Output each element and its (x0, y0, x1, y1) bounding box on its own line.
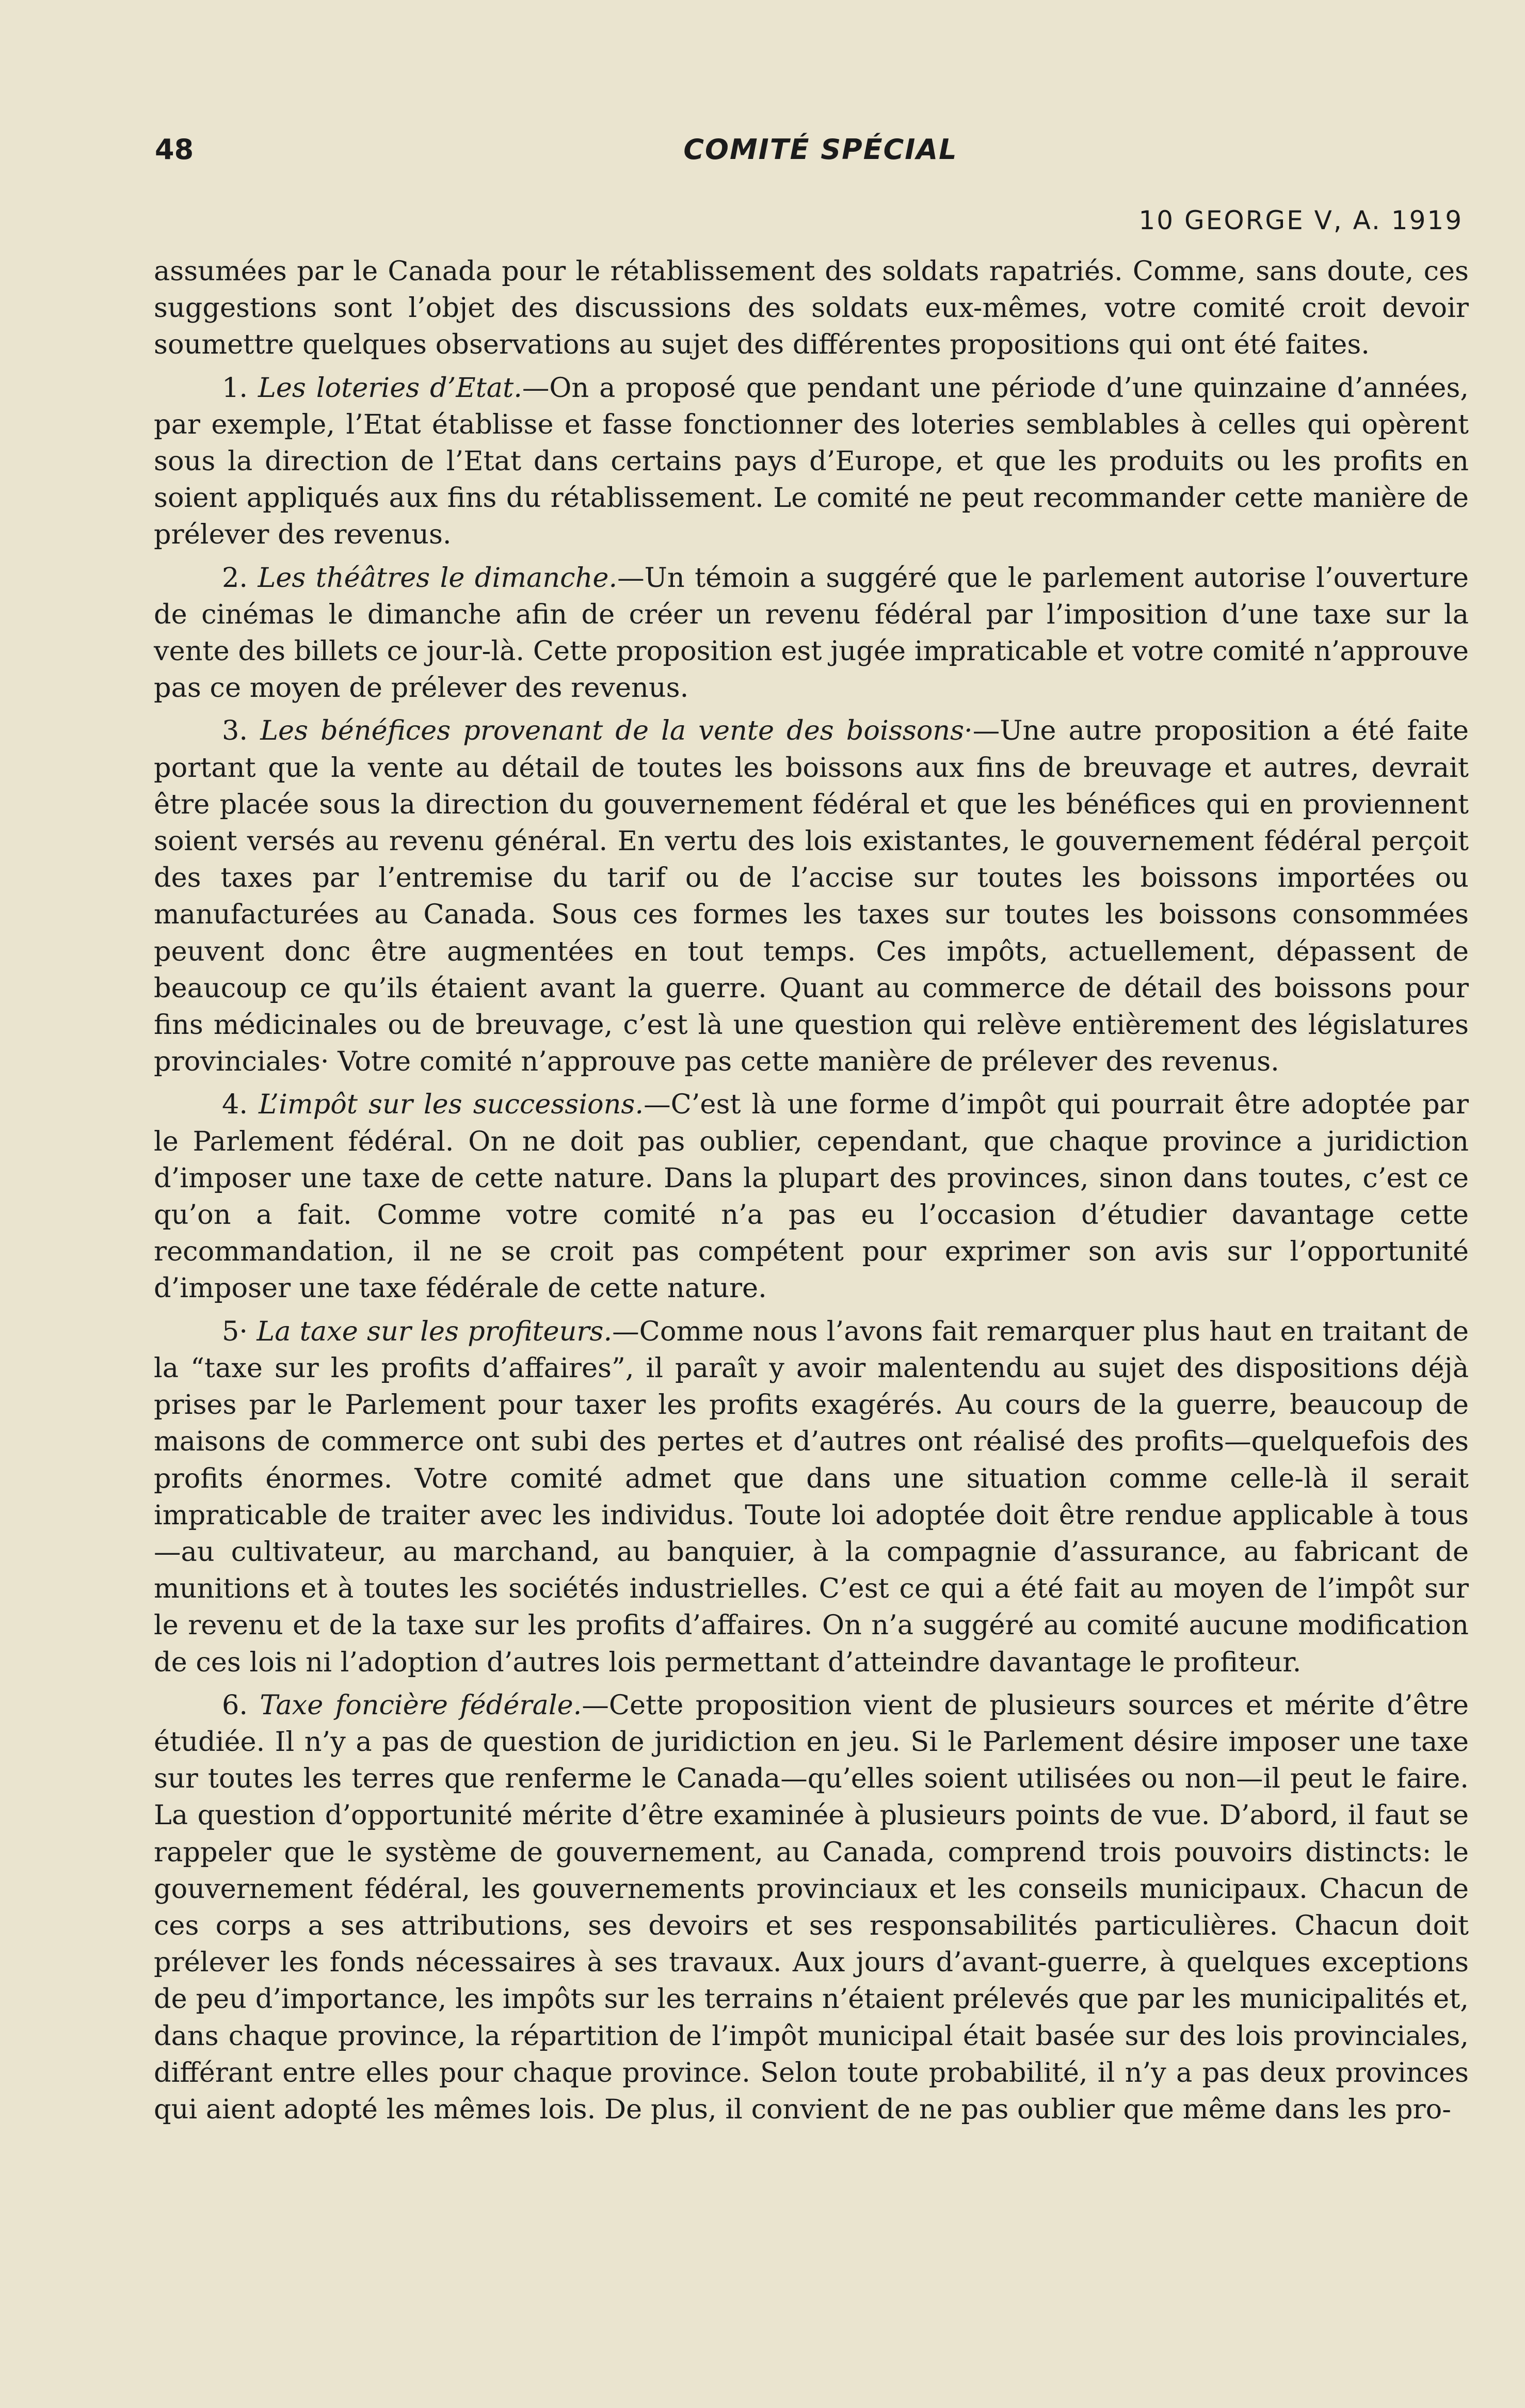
page-number: 48 (155, 133, 194, 166)
item-text: —Un témoin a suggéré que le parlement autorise l’ouverture de cinémas le dimanche afin de créer un revenu fédéral par l’imposition d’une taxe sur la vente des billets ce jour-là. Cette proposition est jugée impraticable et votre comité n’approuve pas ce moyen de prélever des revenus. (154, 562, 1469, 704)
item-paragraph-1 (154, 370, 1469, 553)
item-title: Taxe foncière fédérale. (260, 1689, 582, 1721)
item-title: Les loteries d’Etat. (258, 372, 522, 404)
item-paragraph-3 (154, 712, 1469, 1080)
body-text (154, 253, 1469, 2134)
intro-paragraph: assumées par le Canada pour le rétablissement des soldats rapatriés. Comme, sans doute, ces suggestions sont l’objet des discussions des soldats eux-mêmes, votre comité croit devoir soumettre quelques observations au sujet des différentes propositions qui ont été faites. (154, 256, 1469, 361)
item-title: Les bénéfices provenant de la vente des boissons· (260, 715, 973, 747)
item-paragraph-2 (154, 560, 1469, 707)
item-number: 1. (222, 372, 248, 404)
item-paragraph-6 (154, 1687, 1469, 2128)
item-number: 2. (222, 562, 248, 594)
item-paragraph-5 (154, 1313, 1469, 1681)
running-title: COMITÉ SPÉCIAL (683, 133, 958, 166)
item-text: —C’est là une forme d’impôt qui pourrait être adoptée par le Parlement fédéral. On ne doit pas oublier, cependant, que chaque province a juridiction d’imposer une taxe de cette nature. Dans la plupart des provinces, sinon dans toutes, c’est ce qu’on a fait. Comme votre comité n’a pas eu l’occasion d’étudier davantage cette recommandation, il ne se croit pas compétent pour exprimer son avis sur l’opportunité d’imposer une taxe fédérale de cette nature. (154, 1089, 1469, 1304)
item-title: L’impôt sur les successions. (259, 1089, 644, 1121)
item-title: La taxe sur les profiteurs. (256, 1315, 613, 1347)
item-text: —Cette proposition vient de plusieurs sources et mérite d’être étudiée. Il n’y a pas de question de juridiction en jeu. Si le Parlement désire imposer une taxe sur toutes les terres que renferme le Canada—qu’elles soient utilisées ou non—il peut le faire. La question d’opportunité mérite d’être examinée à plusieurs points de vue. D’abord, il faut se rappeler que le système de gouvernement, au Canada, comprend trois pouvoirs distincts: le gouvernement fédéral, les gouvernements provinciaux et les conseils municipaux. Chacun de ces corps a ses attributions, ses devoirs et ses responsabilités particulières. Chacun doit prélever les fonds nécessaires à ses travaux. Aux jours d’avant-guerre, à quelques exceptions de peu d’importance, les impôts sur les terrains n’étaient prélevés que par les municipalités et, dans chaque province, la répartition de l’impôt municipal était basée sur des lois provinciales, différant entre elles pour chaque province. Selon toute probabilité, il n’y a pas deux provinces qui aient adopté les mêmes lois. De plus, il convient de ne pas oublier que même dans les pro- (154, 1689, 1469, 2125)
item-number: 3. (222, 715, 248, 747)
item-text: —Comme nous l’avons fait remarquer plus haut en traitant de la “taxe sur les profits d’affaires”, il paraît y avoir malentendu au sujet des dispositions déjà prises par le Parlement pour taxer les profits exagérés. Au cours de la guerre, beaucoup de maisons de commerce ont subi des pertes et d’autres ont réalisé des profits—quelquefois des profits énormes. Votre comité admet que dans une situation comme celle-là il serait impraticable de traiter avec les individus. Toute loi adoptée doit être rendue applicable à tous—au cultivateur, au marchand, au banquier, à la compagnie d’assurance, au fabricant de munitions et à toutes les sociétés industrielles. C’est ce qui a été fait au moyen de l’impôt sur le revenu et de la taxe sur les profits d’affaires. On n’a suggéré au comité aucune modification de ces lois ni l’adoption d’autres lois permettant d’atteindre davantage le profiteur. (154, 1315, 1469, 1678)
item-paragraph-4 (154, 1086, 1469, 1306)
item-number: 5· (222, 1315, 248, 1347)
item-text: —Une autre proposition a été faite portant que la vente au détail de toutes les boissons aux fins de breuvage et autres, devrait être placée sous la direction du gouvernement fédéral et que les bénéfices qui en proviennent soient versés au revenu général. En vertu des lois existantes, le gouvernement fédéral perçoit des taxes par l’entremise du tarif ou de l’accise sur toutes les boissons importées ou manufacturées au Canada. Sous ces formes les taxes sur toutes les boissons consommées peuvent donc être augmentées en tout temps. Ces impôts, actuellement, dépassent de beaucoup ce qu’ils étaient avant la guerre. Quant au commerce de détail des boissons pour fins médicinales ou de breuvage, c’est là une question qui relève entièrement des législatures provinciales· Votre comité n’approuve pas cette manière de prélever des revenus. (154, 715, 1469, 1078)
running-head (155, 133, 1486, 169)
session-reference: 10 GEORGE V, A. 1919 (1138, 205, 1463, 235)
item-number: 4. (222, 1089, 248, 1121)
item-title: Les théâtres le dimanche. (258, 562, 618, 594)
item-number: 6. (222, 1689, 248, 1721)
item-text: —On a proposé que pendant une période d’une quinzaine d’années, par exemple, l’Etat établisse et fasse fonctionner des loteries semblables à celles qui opèrent sous la direction de l’Etat dans certains pays d’Europe, et que les produits ou les profits en soient appliqués aux fins du rétablissement. Le comité ne peut recommander cette manière de prélever des revenus. (154, 372, 1469, 551)
